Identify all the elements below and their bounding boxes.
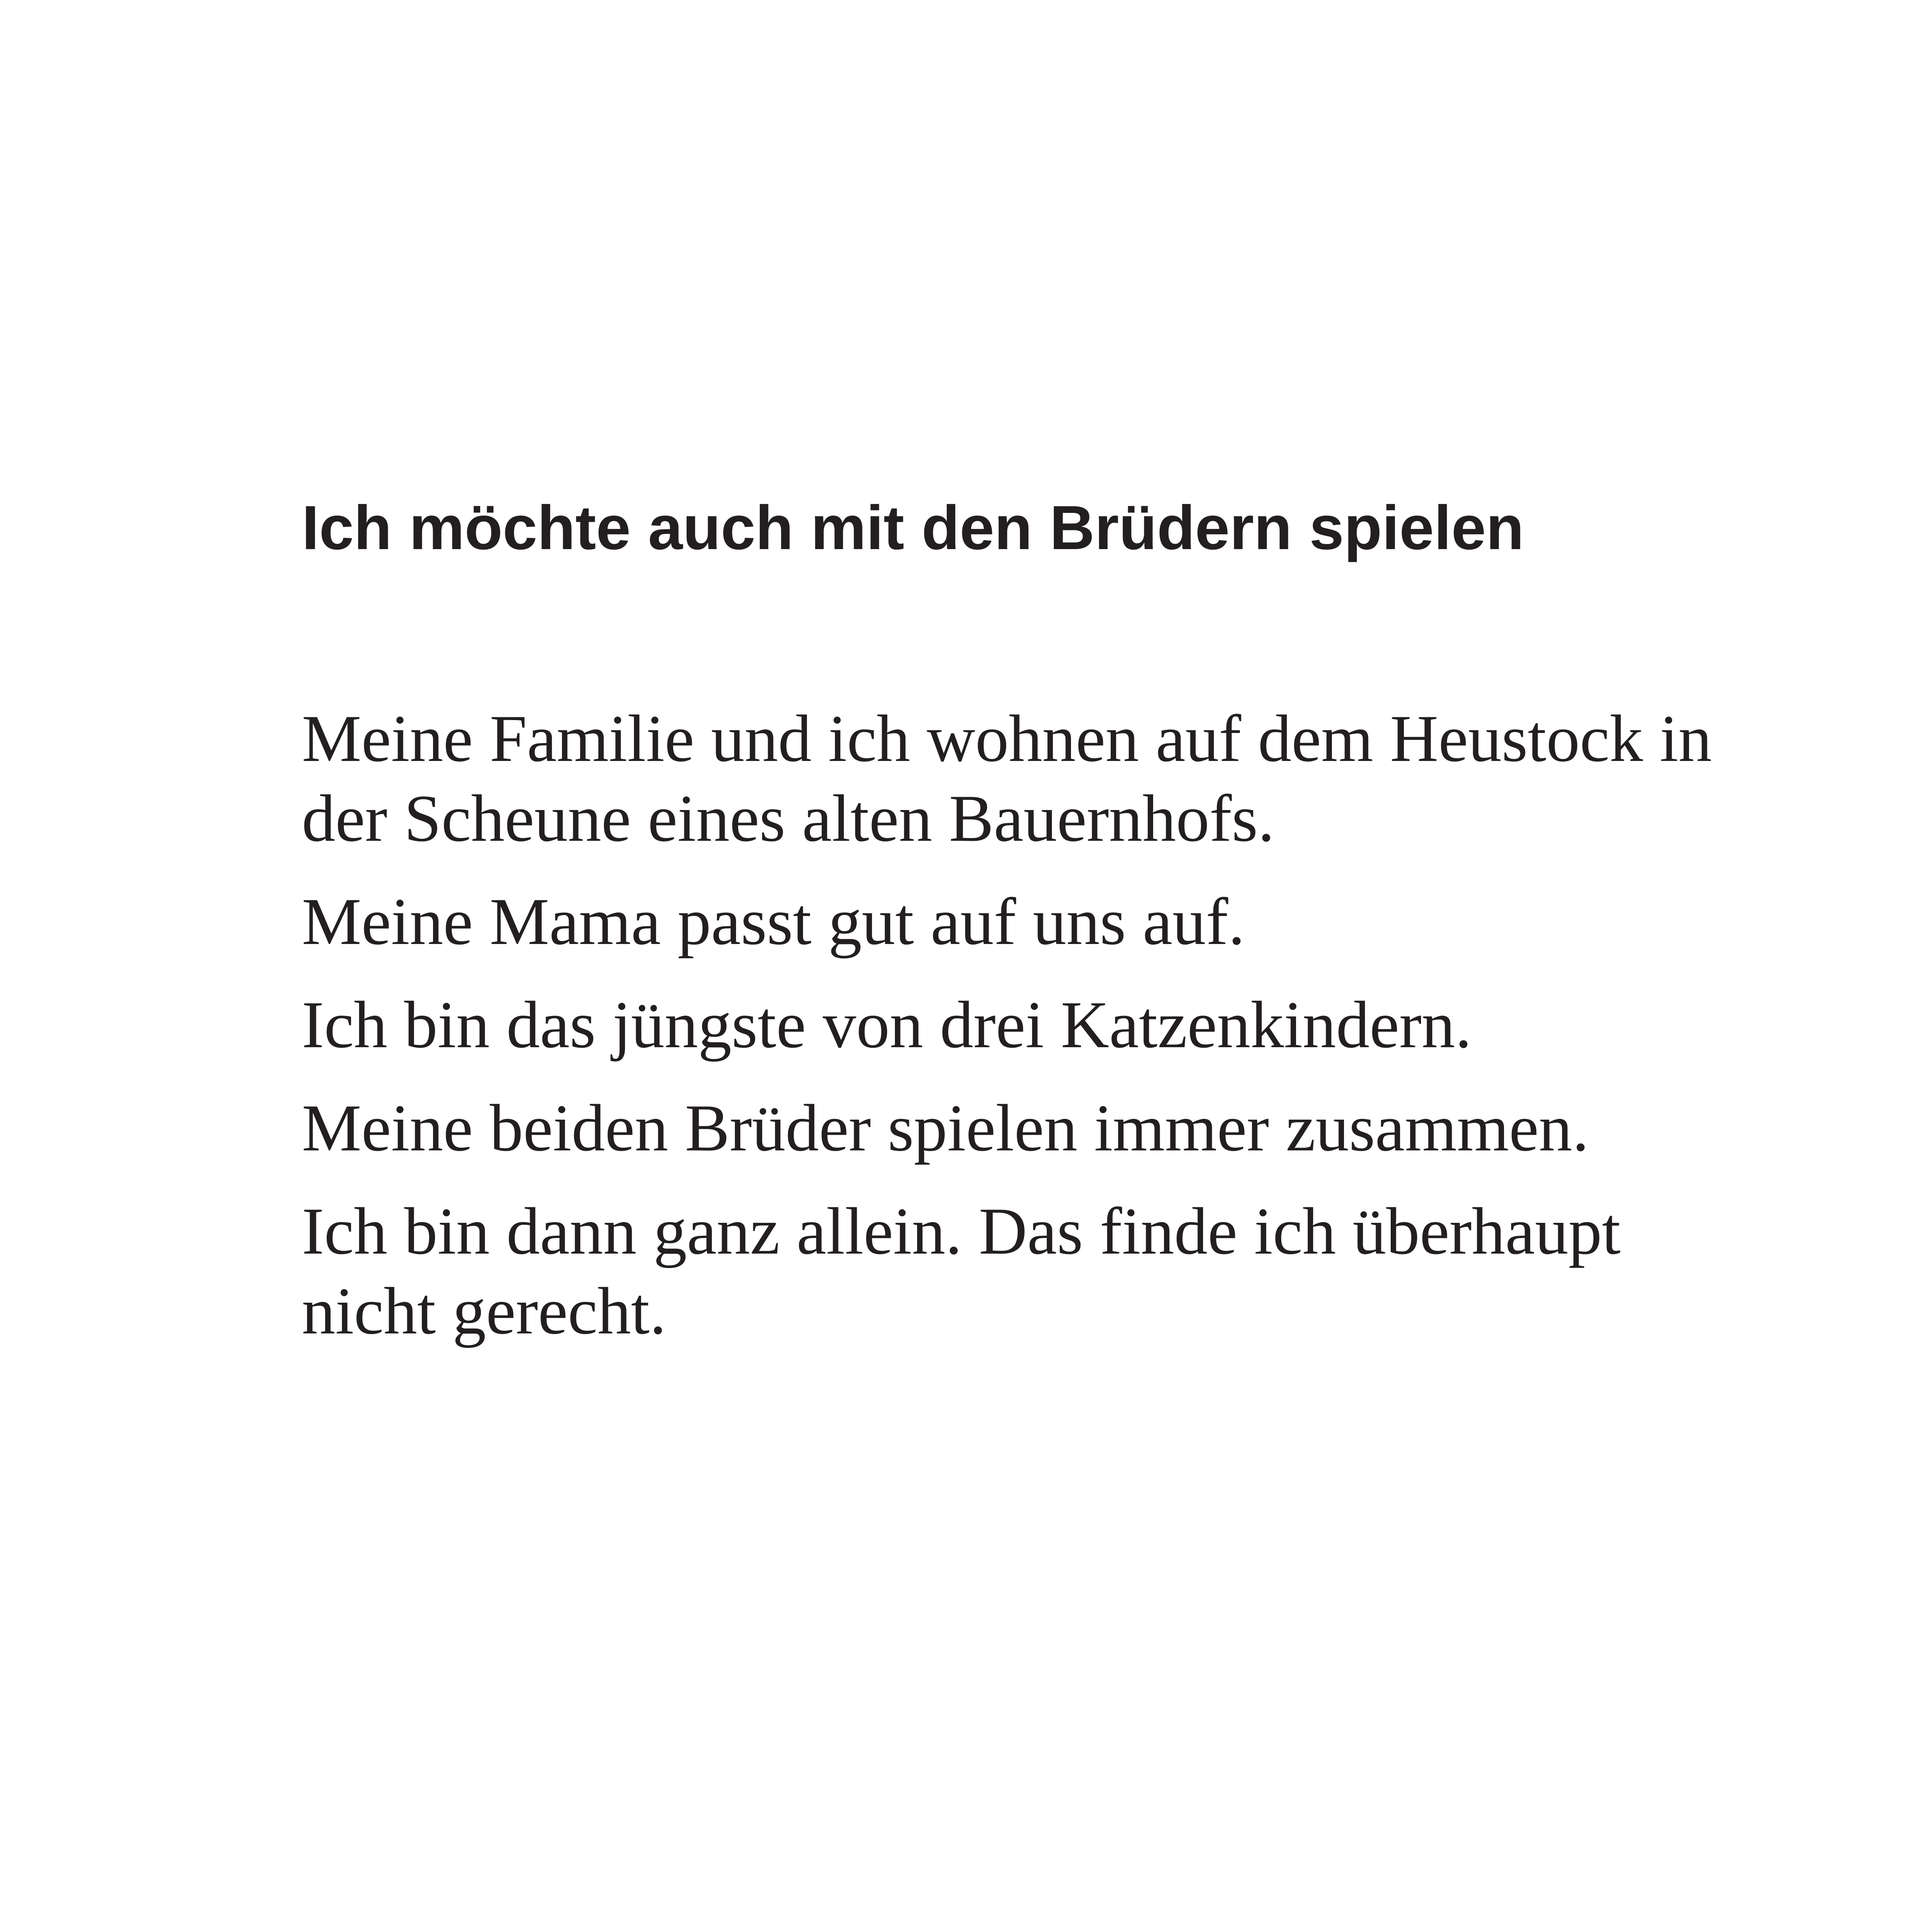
paragraph-1: Meine Familie und ich wohnen auf dem Heustock in der Scheune eines alten Bauernhofs. bbox=[302, 702, 1712, 856]
paragraph-3: Ich bin das jüngste von drei Katzenkindern. bbox=[302, 988, 1472, 1062]
text-block bbox=[302, 483, 1743, 1351]
paragraph-4: Meine beiden Brüder spielen immer zusammen. bbox=[302, 1091, 1589, 1165]
paragraph-5: Ich bin dann ganz allein. Das finde ich überhaupt nicht gerecht. bbox=[302, 1194, 1621, 1348]
body-text bbox=[302, 699, 1743, 1351]
page-title: Ich möchte auch mit den Brüdern spielen bbox=[302, 493, 1524, 562]
paragraph-2: Meine Mama passt gut auf uns auf. bbox=[302, 885, 1245, 959]
